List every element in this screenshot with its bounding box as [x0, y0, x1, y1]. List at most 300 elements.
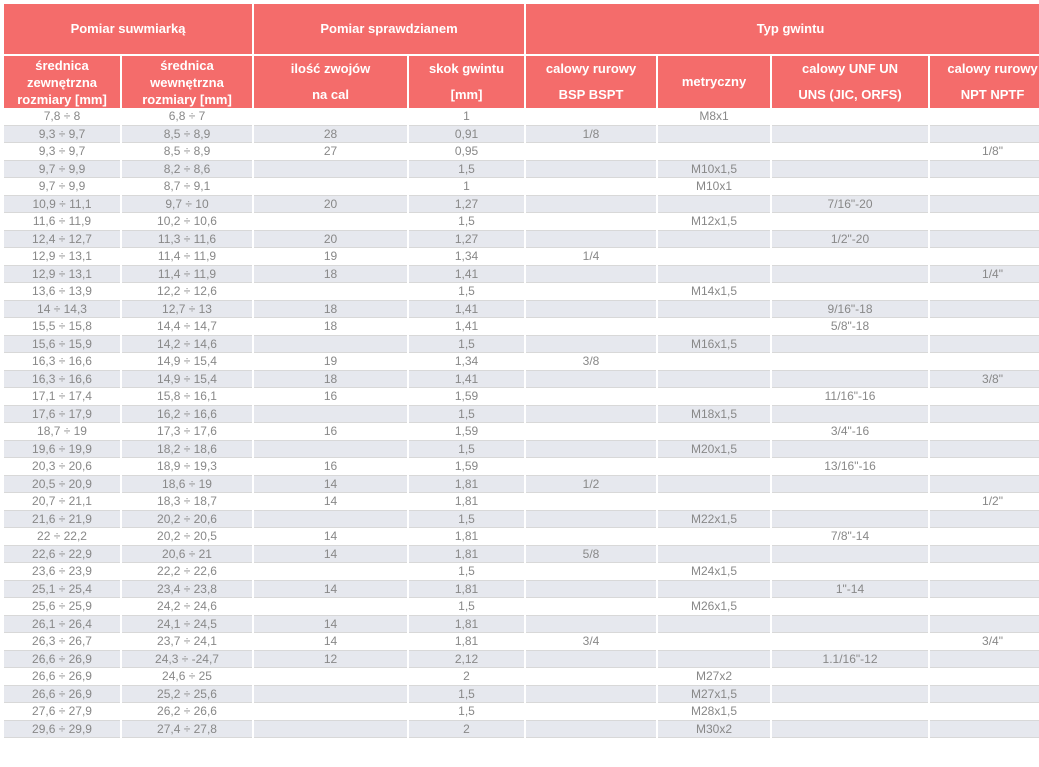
cell-thread-pitch: 1,5 [409, 686, 524, 704]
cell-metric: M24x1,5 [658, 563, 770, 581]
cell-npt-nptf [930, 161, 1039, 179]
cell-inner-diameter: 20,2 ÷ 20,5 [122, 528, 252, 546]
cell-inner-diameter: 14,4 ÷ 14,7 [122, 318, 252, 336]
cell-bsp-bspt: 1/8 [526, 126, 656, 144]
table-row [4, 213, 1039, 231]
cell-thread-pitch: 1,41 [409, 318, 524, 336]
cell-thread-pitch: 2,12 [409, 651, 524, 669]
cell-outer-diameter: 26,6 ÷ 26,9 [4, 651, 120, 669]
cell-unf-un-uns [772, 616, 928, 634]
cell-metric: M18x1,5 [658, 406, 770, 424]
cell-threads-per-inch [254, 598, 407, 616]
cell-threads-per-inch: 14 [254, 546, 407, 564]
cell-threads-per-inch [254, 441, 407, 459]
cell-npt-nptf [930, 231, 1039, 249]
cell-unf-un-uns [772, 511, 928, 529]
cell-thread-pitch: 1,81 [409, 546, 524, 564]
cell-unf-un-uns [772, 686, 928, 704]
cell-bsp-bspt [526, 178, 656, 196]
cell-metric [658, 581, 770, 599]
cell-bsp-bspt: 5/8 [526, 546, 656, 564]
cell-unf-un-uns: 7/8"-14 [772, 528, 928, 546]
group-header-gauge: Pomiar sprawdzianem [254, 4, 524, 56]
cell-threads-per-inch: 16 [254, 458, 407, 476]
cell-threads-per-inch [254, 668, 407, 686]
cell-bsp-bspt [526, 598, 656, 616]
cell-npt-nptf: 1/8" [930, 143, 1039, 161]
cell-thread-pitch: 1,27 [409, 231, 524, 249]
cell-thread-pitch: 1,81 [409, 633, 524, 651]
cell-unf-un-uns [772, 598, 928, 616]
cell-npt-nptf [930, 476, 1039, 494]
cell-threads-per-inch: 19 [254, 353, 407, 371]
cell-bsp-bspt [526, 231, 656, 249]
cell-metric [658, 143, 770, 161]
cell-unf-un-uns: 1/2"-20 [772, 231, 928, 249]
cell-threads-per-inch: 14 [254, 476, 407, 494]
cell-metric: M22x1,5 [658, 511, 770, 529]
cell-unf-un-uns [772, 493, 928, 511]
cell-unf-un-uns [772, 266, 928, 284]
cell-inner-diameter: 23,7 ÷ 24,1 [122, 633, 252, 651]
table-row [4, 161, 1039, 179]
table-row [4, 406, 1039, 424]
cell-inner-diameter: 12,7 ÷ 13 [122, 301, 252, 319]
cell-threads-per-inch: 18 [254, 371, 407, 389]
cell-npt-nptf [930, 336, 1039, 354]
cell-unf-un-uns: 9/16"-18 [772, 301, 928, 319]
cell-inner-diameter: 18,6 ÷ 19 [122, 476, 252, 494]
cell-npt-nptf [930, 423, 1039, 441]
table-body [4, 108, 1039, 738]
cell-threads-per-inch [254, 161, 407, 179]
cell-npt-nptf: 1/4" [930, 266, 1039, 284]
cell-bsp-bspt: 1/4 [526, 248, 656, 266]
cell-metric [658, 301, 770, 319]
cell-npt-nptf [930, 581, 1039, 599]
table-row [4, 458, 1039, 476]
cell-metric [658, 616, 770, 634]
cell-thread-pitch: 1,5 [409, 283, 524, 301]
cell-npt-nptf [930, 248, 1039, 266]
cell-outer-diameter: 22 ÷ 22,2 [4, 528, 120, 546]
cell-bsp-bspt [526, 563, 656, 581]
cell-metric: M14x1,5 [658, 283, 770, 301]
cell-inner-diameter: 24,6 ÷ 25 [122, 668, 252, 686]
cell-npt-nptf [930, 703, 1039, 721]
cell-metric [658, 318, 770, 336]
cell-thread-pitch: 1,34 [409, 353, 524, 371]
col-header-metric: metryczny [658, 56, 770, 108]
cell-npt-nptf [930, 441, 1039, 459]
col-header-bsp-bspt: calowy rurowy BSP BSPT [526, 56, 656, 108]
col-header-thread-pitch: skok gwintu [mm] [409, 56, 524, 108]
table-row [4, 546, 1039, 564]
cell-inner-diameter: 8,5 ÷ 8,9 [122, 143, 252, 161]
table-row [4, 528, 1039, 546]
cell-bsp-bspt [526, 458, 656, 476]
cell-thread-pitch: 1,5 [409, 406, 524, 424]
table-row [4, 441, 1039, 459]
cell-inner-diameter: 6,8 ÷ 7 [122, 108, 252, 126]
cell-outer-diameter: 25,1 ÷ 25,4 [4, 581, 120, 599]
cell-bsp-bspt [526, 406, 656, 424]
cell-inner-diameter: 20,6 ÷ 21 [122, 546, 252, 564]
cell-threads-per-inch: 18 [254, 266, 407, 284]
cell-inner-diameter: 9,7 ÷ 10 [122, 196, 252, 214]
cell-unf-un-uns [772, 126, 928, 144]
cell-metric: M27x1,5 [658, 686, 770, 704]
cell-bsp-bspt [526, 196, 656, 214]
cell-npt-nptf [930, 458, 1039, 476]
cell-inner-diameter: 17,3 ÷ 17,6 [122, 423, 252, 441]
cell-inner-diameter: 11,4 ÷ 11,9 [122, 248, 252, 266]
cell-thread-pitch: 1,41 [409, 301, 524, 319]
cell-inner-diameter: 27,4 ÷ 27,8 [122, 721, 252, 739]
cell-outer-diameter: 16,3 ÷ 16,6 [4, 353, 120, 371]
cell-thread-pitch: 1 [409, 178, 524, 196]
cell-threads-per-inch [254, 511, 407, 529]
cell-unf-un-uns: 3/4"-16 [772, 423, 928, 441]
cell-metric [658, 546, 770, 564]
cell-thread-pitch: 1,27 [409, 196, 524, 214]
cell-bsp-bspt [526, 528, 656, 546]
cell-metric [658, 388, 770, 406]
cell-threads-per-inch [254, 406, 407, 424]
table-row [4, 493, 1039, 511]
table-row [4, 336, 1039, 354]
cell-thread-pitch: 1,5 [409, 563, 524, 581]
cell-inner-diameter: 25,2 ÷ 25,6 [122, 686, 252, 704]
cell-bsp-bspt [526, 423, 656, 441]
cell-metric [658, 633, 770, 651]
cell-metric: M10x1,5 [658, 161, 770, 179]
cell-threads-per-inch [254, 283, 407, 301]
cell-metric [658, 476, 770, 494]
col-header-inner-diameter: średnica wewnętrzna rozmiary [mm] [122, 56, 252, 108]
cell-metric: M8x1 [658, 108, 770, 126]
table-row [4, 703, 1039, 721]
cell-metric: M27x2 [658, 668, 770, 686]
cell-inner-diameter: 14,9 ÷ 15,4 [122, 353, 252, 371]
cell-bsp-bspt [526, 301, 656, 319]
cell-inner-diameter: 11,4 ÷ 11,9 [122, 266, 252, 284]
cell-thread-pitch: 0,91 [409, 126, 524, 144]
cell-inner-diameter: 16,2 ÷ 16,6 [122, 406, 252, 424]
cell-bsp-bspt [526, 651, 656, 669]
table-row [4, 668, 1039, 686]
cell-threads-per-inch: 16 [254, 388, 407, 406]
table-row [4, 266, 1039, 284]
cell-thread-pitch: 2 [409, 668, 524, 686]
cell-thread-pitch: 1,41 [409, 371, 524, 389]
table-row [4, 423, 1039, 441]
table-row [4, 511, 1039, 529]
cell-outer-diameter: 18,7 ÷ 19 [4, 423, 120, 441]
cell-bsp-bspt: 3/4 [526, 633, 656, 651]
cell-outer-diameter: 14 ÷ 14,3 [4, 301, 120, 319]
cell-threads-per-inch: 14 [254, 581, 407, 599]
cell-outer-diameter: 16,3 ÷ 16,6 [4, 371, 120, 389]
cell-unf-un-uns: 1.1/16"-12 [772, 651, 928, 669]
cell-threads-per-inch [254, 108, 407, 126]
cell-unf-un-uns [772, 213, 928, 231]
cell-bsp-bspt [526, 441, 656, 459]
cell-outer-diameter: 12,4 ÷ 12,7 [4, 231, 120, 249]
cell-thread-pitch: 1,5 [409, 213, 524, 231]
cell-npt-nptf [930, 353, 1039, 371]
cell-inner-diameter: 22,2 ÷ 22,6 [122, 563, 252, 581]
cell-inner-diameter: 8,2 ÷ 8,6 [122, 161, 252, 179]
table-row [4, 108, 1039, 126]
cell-outer-diameter: 15,5 ÷ 15,8 [4, 318, 120, 336]
cell-npt-nptf [930, 616, 1039, 634]
cell-threads-per-inch: 14 [254, 633, 407, 651]
cell-unf-un-uns [772, 721, 928, 739]
cell-npt-nptf: 3/4" [930, 633, 1039, 651]
cell-outer-diameter: 20,3 ÷ 20,6 [4, 458, 120, 476]
cell-outer-diameter: 29,6 ÷ 29,9 [4, 721, 120, 739]
col-header-unf-un-uns: calowy UNF UN UNS (JIC, ORFS) [772, 56, 928, 108]
cell-thread-pitch: 1,5 [409, 441, 524, 459]
cell-outer-diameter: 9,3 ÷ 9,7 [4, 143, 120, 161]
cell-inner-diameter: 8,7 ÷ 9,1 [122, 178, 252, 196]
cell-bsp-bspt [526, 686, 656, 704]
cell-inner-diameter: 14,2 ÷ 14,6 [122, 336, 252, 354]
cell-bsp-bspt [526, 581, 656, 599]
cell-npt-nptf [930, 283, 1039, 301]
cell-bsp-bspt [526, 336, 656, 354]
table-row [4, 248, 1039, 266]
cell-inner-diameter: 23,4 ÷ 23,8 [122, 581, 252, 599]
cell-threads-per-inch [254, 213, 407, 231]
cell-outer-diameter: 17,1 ÷ 17,4 [4, 388, 120, 406]
cell-metric: M16x1,5 [658, 336, 770, 354]
cell-thread-pitch: 1,59 [409, 388, 524, 406]
cell-outer-diameter: 10,9 ÷ 11,1 [4, 196, 120, 214]
cell-thread-pitch: 1,81 [409, 581, 524, 599]
col-header-outer-diameter: średnica zewnętrzna rozmiary [mm] [4, 56, 120, 108]
cell-outer-diameter: 19,6 ÷ 19,9 [4, 441, 120, 459]
cell-outer-diameter: 26,3 ÷ 26,7 [4, 633, 120, 651]
cell-unf-un-uns [772, 668, 928, 686]
cell-thread-pitch: 1,81 [409, 616, 524, 634]
cell-unf-un-uns [772, 161, 928, 179]
cell-metric [658, 248, 770, 266]
cell-unf-un-uns [772, 248, 928, 266]
cell-metric [658, 126, 770, 144]
table-row [4, 196, 1039, 214]
cell-unf-un-uns [772, 178, 928, 196]
cell-unf-un-uns: 11/16"-16 [772, 388, 928, 406]
cell-npt-nptf [930, 406, 1039, 424]
cell-inner-diameter: 18,3 ÷ 18,7 [122, 493, 252, 511]
cell-threads-per-inch: 20 [254, 231, 407, 249]
cell-outer-diameter: 25,6 ÷ 25,9 [4, 598, 120, 616]
cell-npt-nptf [930, 301, 1039, 319]
cell-outer-diameter: 7,8 ÷ 8 [4, 108, 120, 126]
cell-outer-diameter: 26,1 ÷ 26,4 [4, 616, 120, 634]
cell-threads-per-inch: 18 [254, 318, 407, 336]
cell-unf-un-uns: 5/8"-18 [772, 318, 928, 336]
table-row [4, 633, 1039, 651]
cell-metric: M28x1,5 [658, 703, 770, 721]
cell-outer-diameter: 9,7 ÷ 9,9 [4, 178, 120, 196]
group-header-thread-type: Typ gwintu [526, 4, 1039, 56]
cell-inner-diameter: 20,2 ÷ 20,6 [122, 511, 252, 529]
cell-metric [658, 423, 770, 441]
cell-outer-diameter: 17,6 ÷ 17,9 [4, 406, 120, 424]
cell-threads-per-inch [254, 686, 407, 704]
cell-bsp-bspt [526, 213, 656, 231]
cell-outer-diameter: 9,3 ÷ 9,7 [4, 126, 120, 144]
cell-outer-diameter: 26,6 ÷ 26,9 [4, 686, 120, 704]
cell-threads-per-inch: 14 [254, 493, 407, 511]
table-row [4, 721, 1039, 739]
table-row [4, 388, 1039, 406]
cell-npt-nptf [930, 318, 1039, 336]
cell-unf-un-uns [772, 476, 928, 494]
table-row [4, 616, 1039, 634]
table-row [4, 283, 1039, 301]
cell-bsp-bspt [526, 108, 656, 126]
cell-metric [658, 353, 770, 371]
cell-bsp-bspt [526, 161, 656, 179]
cell-outer-diameter: 20,5 ÷ 20,9 [4, 476, 120, 494]
table-row [4, 581, 1039, 599]
cell-inner-diameter: 24,2 ÷ 24,6 [122, 598, 252, 616]
cell-metric: M10x1 [658, 178, 770, 196]
table-row [4, 126, 1039, 144]
cell-bsp-bspt [526, 493, 656, 511]
cell-thread-pitch: 1,81 [409, 528, 524, 546]
cell-threads-per-inch: 18 [254, 301, 407, 319]
cell-metric [658, 371, 770, 389]
cell-inner-diameter: 18,2 ÷ 18,6 [122, 441, 252, 459]
cell-threads-per-inch: 14 [254, 616, 407, 634]
cell-npt-nptf [930, 388, 1039, 406]
cell-inner-diameter: 12,2 ÷ 12,6 [122, 283, 252, 301]
cell-bsp-bspt [526, 371, 656, 389]
cell-npt-nptf [930, 528, 1039, 546]
cell-bsp-bspt [526, 668, 656, 686]
cell-metric [658, 493, 770, 511]
cell-npt-nptf [930, 108, 1039, 126]
cell-npt-nptf: 1/2" [930, 493, 1039, 511]
cell-unf-un-uns [772, 371, 928, 389]
cell-inner-diameter: 24,1 ÷ 24,5 [122, 616, 252, 634]
cell-bsp-bspt: 3/8 [526, 353, 656, 371]
cell-unf-un-uns: 7/16"-20 [772, 196, 928, 214]
cell-npt-nptf [930, 668, 1039, 686]
cell-npt-nptf [930, 196, 1039, 214]
table-row [4, 353, 1039, 371]
cell-inner-diameter: 11,3 ÷ 11,6 [122, 231, 252, 249]
cell-metric: M20x1,5 [658, 441, 770, 459]
cell-npt-nptf [930, 213, 1039, 231]
cell-unf-un-uns [772, 336, 928, 354]
cell-npt-nptf [930, 178, 1039, 196]
cell-threads-per-inch [254, 703, 407, 721]
group-header-caliper: Pomiar suwmiarką [4, 4, 252, 56]
cell-bsp-bspt [526, 283, 656, 301]
table-row [4, 563, 1039, 581]
cell-threads-per-inch: 16 [254, 423, 407, 441]
cell-thread-pitch: 1,5 [409, 161, 524, 179]
cell-npt-nptf [930, 511, 1039, 529]
table-row [4, 371, 1039, 389]
cell-thread-pitch: 2 [409, 721, 524, 739]
cell-thread-pitch: 1,5 [409, 703, 524, 721]
cell-unf-un-uns [772, 108, 928, 126]
cell-inner-diameter: 18,9 ÷ 19,3 [122, 458, 252, 476]
cell-threads-per-inch: 28 [254, 126, 407, 144]
cell-npt-nptf [930, 563, 1039, 581]
cell-unf-un-uns [772, 143, 928, 161]
cell-thread-pitch: 1,59 [409, 458, 524, 476]
cell-bsp-bspt [526, 143, 656, 161]
cell-thread-pitch: 0,95 [409, 143, 524, 161]
cell-outer-diameter: 22,6 ÷ 22,9 [4, 546, 120, 564]
cell-bsp-bspt [526, 721, 656, 739]
cell-npt-nptf: 3/8" [930, 371, 1039, 389]
cell-outer-diameter: 12,9 ÷ 13,1 [4, 266, 120, 284]
cell-bsp-bspt [526, 616, 656, 634]
cell-unf-un-uns [772, 353, 928, 371]
cell-thread-pitch: 1,5 [409, 598, 524, 616]
cell-npt-nptf [930, 686, 1039, 704]
cell-bsp-bspt [526, 266, 656, 284]
cell-metric: M30x2 [658, 721, 770, 739]
cell-metric [658, 266, 770, 284]
cell-metric [658, 651, 770, 669]
table-row [4, 651, 1039, 669]
cell-inner-diameter: 15,8 ÷ 16,1 [122, 388, 252, 406]
table-row [4, 301, 1039, 319]
cell-npt-nptf [930, 598, 1039, 616]
thread-size-table [2, 4, 1039, 738]
cell-outer-diameter: 11,6 ÷ 11,9 [4, 213, 120, 231]
table-row [4, 318, 1039, 336]
cell-threads-per-inch [254, 563, 407, 581]
cell-outer-diameter: 12,9 ÷ 13,1 [4, 248, 120, 266]
cell-inner-diameter: 26,2 ÷ 26,6 [122, 703, 252, 721]
cell-unf-un-uns [772, 441, 928, 459]
cell-bsp-bspt [526, 511, 656, 529]
table-row [4, 686, 1039, 704]
cell-unf-un-uns: 13/16"-16 [772, 458, 928, 476]
col-header-npt-nptf: calowy rurowy NPT NPTF [930, 56, 1039, 108]
table-row [4, 143, 1039, 161]
cell-threads-per-inch [254, 721, 407, 739]
cell-unf-un-uns: 1"-14 [772, 581, 928, 599]
cell-thread-pitch: 1,5 [409, 336, 524, 354]
cell-thread-pitch: 1,81 [409, 476, 524, 494]
cell-metric: M12x1,5 [658, 213, 770, 231]
cell-inner-diameter: 24,3 ÷ -24,7 [122, 651, 252, 669]
cell-npt-nptf [930, 546, 1039, 564]
cell-outer-diameter: 23,6 ÷ 23,9 [4, 563, 120, 581]
cell-inner-diameter: 8,5 ÷ 8,9 [122, 126, 252, 144]
cell-outer-diameter: 21,6 ÷ 21,9 [4, 511, 120, 529]
cell-npt-nptf [930, 721, 1039, 739]
cell-unf-un-uns [772, 406, 928, 424]
cell-outer-diameter: 9,7 ÷ 9,9 [4, 161, 120, 179]
cell-threads-per-inch [254, 178, 407, 196]
table-row [4, 231, 1039, 249]
cell-threads-per-inch: 14 [254, 528, 407, 546]
cell-npt-nptf [930, 651, 1039, 669]
